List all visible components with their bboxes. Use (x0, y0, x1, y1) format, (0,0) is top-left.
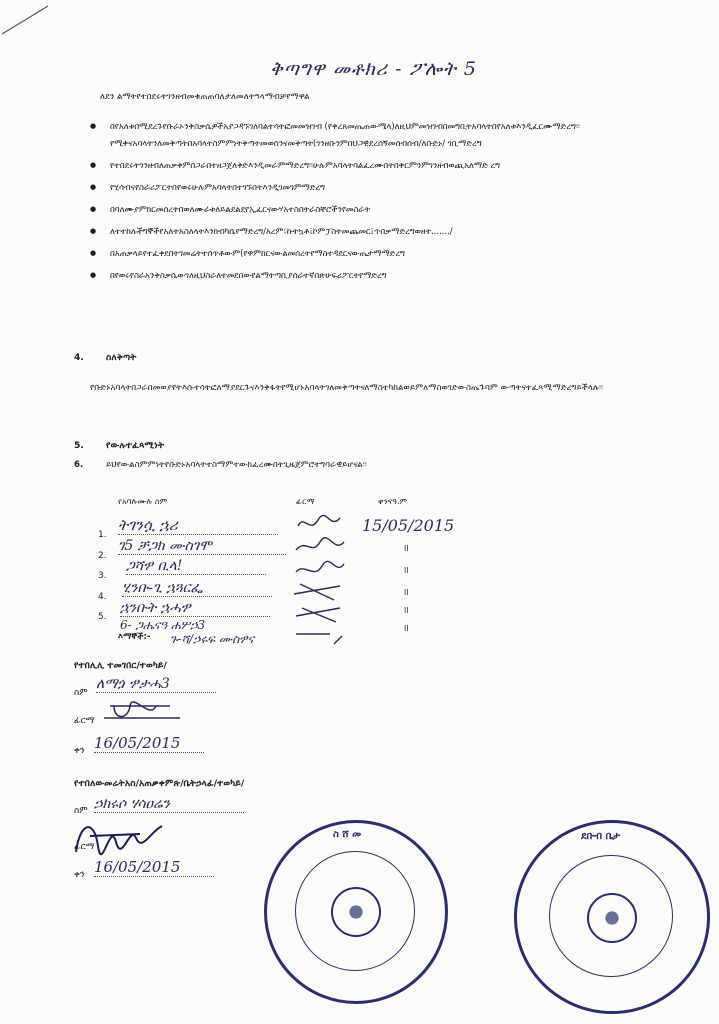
list-item: ● የሂሳብናየስራሪፖርትበየወሩሁሉምአባላትበተገኙበትእንዲገመገምማድረግ (88, 179, 648, 196)
receiver-date: 16/05/2015 (94, 734, 204, 753)
list-item: ● በአጠቃላይየተፈቀደበትገመሬትተሰጥቶውም(የዋምከርናውልመሰረትየማስተዳደርናውጤታማማድረግ (88, 245, 648, 262)
section-number: 5. (74, 440, 84, 451)
signature-scribble (296, 538, 344, 550)
office-date-label: ቀን (74, 870, 85, 880)
section-title: ይህየውልስምምነትየቡድኑአባላትተስማምተውከፈረሙበትጊዜጀምሮተግባራዊይሆናል፡፡ (106, 460, 367, 470)
signature-scribble (296, 634, 342, 644)
signature-scribble (294, 584, 340, 600)
member-name: ሂንቡ-ጊ ኋጓርፌ (122, 580, 272, 597)
office-signature-label: ፊርማ (74, 842, 95, 852)
receiver-name: ለማጏ ፇታሓ3 (96, 676, 216, 693)
member-name: ትገንሷ ኋሪ (118, 516, 278, 535)
office-name: ኃክሩሶ ሃሳዐሬን (94, 796, 244, 813)
row-number: 3. (98, 571, 107, 581)
ditto-mark: ll (404, 624, 409, 633)
table-header-name: የአባሉሙሉ ስም (118, 496, 168, 506)
section-number: 6. (74, 460, 84, 470)
office-date: 16/05/2015 (94, 858, 214, 877)
signature-scribble (298, 515, 340, 526)
ditto-mark: ll (404, 544, 409, 553)
stamp-text: ደቡብ ቤታ (581, 831, 620, 842)
list-item: ● በየወሩየስራአንቅስቃሴውገለዚህስራለተመደበውየልማትጣቢያሰራተኛበጽሁፍሪፖርትየማድረግ (88, 267, 648, 284)
member-name: 6- ጋሔናዓ ሐሦኃ3 (120, 618, 206, 632)
stamp-text: ስ ሸ መ (333, 829, 362, 840)
official-stamp-left (264, 820, 448, 1004)
receiver-name-label: ስም (74, 688, 88, 698)
ditto-mark: ll (404, 606, 409, 615)
ditto-mark: ll (404, 588, 409, 597)
row-number: 2. (98, 551, 107, 561)
receiver-signature (100, 700, 190, 726)
receiver-heading: የተበሊሊ ተመገበር/ተወካይ/ (74, 660, 167, 671)
member-date: 15/05/2015 (362, 516, 455, 535)
emblem-icon (587, 893, 637, 943)
section-title: ስለቅጣት (106, 352, 137, 363)
list-item: ● የተበደሩትገንዘብለጠቃቀምበጋራበተዘጋጀለቅድእንዲመራምማድረግ፡፡ሁሉምአባላትባልፈረሙበትበቀርምንምገንዘብወጪአለማድ ረግ (88, 157, 648, 174)
receiver-signature-label: ፊርማ (74, 716, 95, 726)
member-signatures (290, 512, 350, 652)
office-signature (70, 812, 170, 862)
office-heading: የተበለውመሬትአስ/አጠቃቀምጽ/ቤትኃላፊ/ተወካይ/ (74, 778, 245, 789)
ditto-mark: ll (404, 566, 409, 575)
row-number: 1. (98, 530, 107, 540)
official-stamp-right (514, 820, 710, 1014)
section-4-heading (74, 352, 136, 363)
office-name-label: ስም (74, 806, 88, 816)
signature-scribble (296, 608, 340, 622)
section-4-text: የቡድኑአባላትበጋራበመወያየትእሱተሳትፎለማያደርጉናእንቅፋትየሚሆኑአባላትገለመቅጣትናለማስተካከልወይምለማስወገድውስጤጉባም ውጣትናተፈጻሚማድረግይችላሉ፡፡ (90, 383, 604, 393)
section-5-heading (74, 440, 164, 451)
document-title: ቅጣግዋ መቶክሪ - ፖሎት 5 (270, 58, 477, 80)
witness-name: ጉ-ሻ/ኃሩፍ ሙስፇና (170, 632, 254, 646)
table-header-date: ቀንናዓ.ም (378, 496, 408, 506)
section-title: የውሉተፈጻሚነት (106, 440, 165, 451)
list-item: ● ለተተከሉችግኞችየአለትአስለላትእንክብካቤየማድረግ/አረም፣ኩትኳቶ፤ኮምፓስትመጨመር፤ጥበቃማድረግወዘተ......./ (88, 223, 648, 240)
receiver-date-label: ቀን (74, 746, 85, 756)
list-item: ● በየአለቱበሚደረጉየቡራኦንቅስቃሴዎችአያጋዳኙገለባልተሳትፎመመዝገብ (የቀረጸመጤጠውሜላ)ለዚህምመዝገብበመግቢትአባላትበየአለቱእንዲፈርሙማድረግ፡፡የሚቀናአባላትንለመቅጣትበአባላትስምምነትቅጣትመወሰንናመቅጣት(ገንዘቡንምበህጋዊደረሰኝመሰብሰብ/ለቡድኑ/ ገቢማድረግ (88, 118, 648, 152)
signature-scribble (296, 561, 344, 572)
intro-line: ለደን ልማትየተበደሩትገንዘብመቁጠጠባለታለመለትዓላማብቻየማዋል (100, 92, 310, 102)
member-name: ገ5 ቻጋክ ሙስገሞ (118, 538, 286, 555)
obligation-list (88, 118, 648, 289)
table-header-signature: ፊርማ (296, 496, 315, 506)
paper-fold-mark (0, 0, 60, 40)
member-name: ኋንቡት ኋሓፇ (120, 600, 270, 617)
witness-label: እማኞች:- (118, 632, 151, 642)
list-item: ● በባለሙያምክርመሰረትበወለሙራቱለይልደልደየኢፈርናውሃአተስበትራስቸሮችንየመስራት (88, 201, 648, 218)
section-number: 4. (74, 352, 84, 363)
member-name: ጋሻፇ ቢላ! (126, 558, 266, 575)
row-number: 4. (98, 592, 107, 602)
emblem-icon (331, 887, 381, 937)
section-6-heading (74, 460, 367, 470)
row-number: 5. (98, 612, 107, 622)
